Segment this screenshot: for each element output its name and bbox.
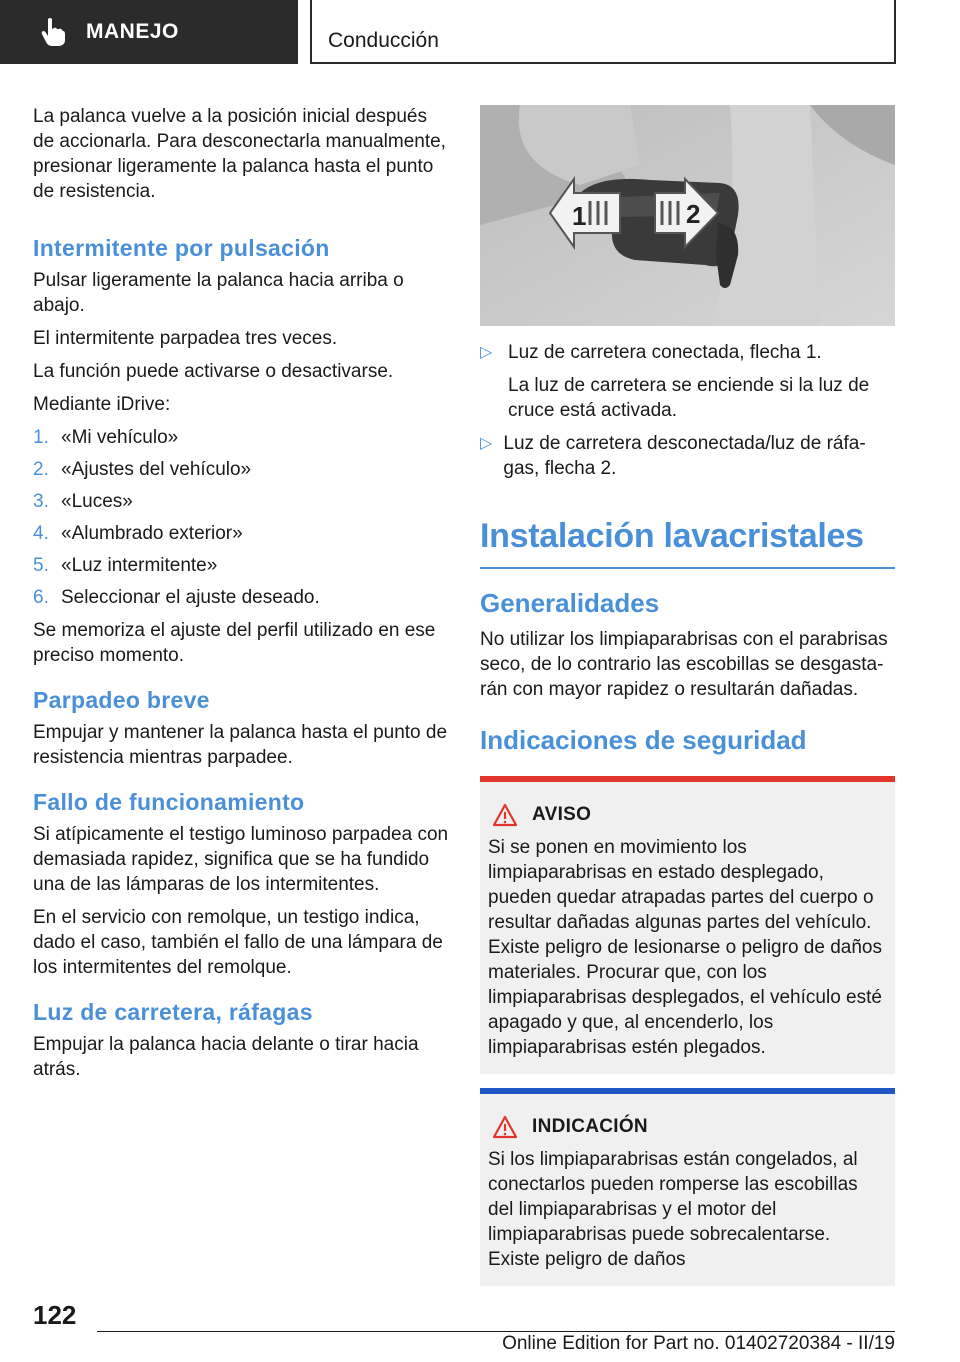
chapter-header: [310, 0, 896, 64]
paragraph: La función puede activarse o desactivarse.: [33, 361, 394, 382]
hand-pointer-icon: [40, 17, 66, 47]
paragraph: Se memoriza el ajuste del perfil utilizado en ese preciso momento.: [33, 620, 436, 666]
notice-text: Si los limpiaparabrisas están congelados, al conectarlos pueden romperse las escobillas del limpiaparabrisas y el motor del limpiaparabrisas puede sobrecalentarse. Existe peligro de daños: [488, 1149, 858, 1270]
warning-title: AVISO: [532, 804, 592, 825]
arrow-1-label: 1: [572, 201, 587, 231]
heading-instalacion-lavacristales: Instalación lavacristales: [480, 515, 895, 569]
footer-divider: [97, 1331, 895, 1332]
section-label: MANEJO: [86, 20, 179, 43]
paragraph: Pulsar ligeramente la palanca hacia arriba o abajo.: [33, 270, 404, 316]
section-tab: [0, 0, 298, 64]
right-column: [480, 340, 895, 1300]
list-item: 1. «Mi vehículo»: [33, 427, 179, 448]
heading-indicaciones-seguridad: Indicaciones de seguridad: [480, 725, 807, 755]
arrow-2-label: 2: [686, 199, 701, 229]
idrive-steps-list: [33, 425, 451, 610]
heading-fallo-funcionamiento: Fallo de funcionamiento: [33, 789, 305, 815]
paragraph: Si atípicamente el testigo luminoso parpadea con demasiada rapidez, significa que se ha fundido una de las lámparas de los intermitentes.: [33, 824, 449, 895]
intro-paragraph: La palanca vuelve a la posición inicial después de accionarla. Para desconectarla manualmente, presionar ligeramente la palanca hasta el punto de resistencia.: [33, 106, 446, 202]
notice-title: INDICACIÓN: [532, 1116, 648, 1137]
bullet-subtext: La luz de carretera se enciende si la luz de cruce está activada.: [508, 375, 870, 421]
warning-triangle-icon: [492, 803, 518, 827]
notice-triangle-icon: [492, 1115, 518, 1139]
list-item: 3. «Luces»: [33, 491, 133, 512]
warning-box: [480, 776, 895, 1074]
list-item: 2. «Ajustes del vehículo»: [33, 459, 252, 480]
heading-luz-carretera: Luz de carretera, ráfagas: [33, 999, 313, 1025]
heading-parpadeo-breve: Parpadeo breve: [33, 687, 210, 713]
list-item: 4. «Alumbrado exterior»: [33, 523, 243, 544]
page-number: 122: [33, 1300, 77, 1330]
paragraph: Empujar la palanca hacia delante o tirar hacia atrás.: [33, 1034, 419, 1080]
lever-illustration: [480, 105, 895, 326]
list-item: ▷ Luz de carretera conectada, flecha 1.: [480, 342, 822, 363]
heading-intermitente-pulsacion: Intermitente por pulsación: [33, 235, 330, 261]
paragraph: En el servicio con remolque, un testigo indica, dado el caso, también el fallo de una lámpara de los intermitentes del remolque.: [33, 907, 443, 978]
warning-text: Si se ponen en movimiento los limpiaparabrisas en estado desplegado, pueden quedar atrapadas partes del cuerpo o resultar dañadas algunas partes del vehículo. Existe peligro de lesionarse o peligro de daños materiales. Procurar que, con los limpiaparabrisas desplegados, el vehículo esté apagado y que, al encenderlo, los limpiaparabrisas estén plegados.: [488, 837, 882, 1058]
left-column: [33, 104, 451, 1090]
triangle-bullet-icon: ▷: [480, 344, 493, 361]
list-item: ▷ Luz de carretera desconectada/luz de ráfagas, flecha 2.: [480, 433, 866, 479]
chapter-title: Conducción: [328, 29, 439, 52]
bullet-list: [480, 340, 895, 481]
notice-box: [480, 1088, 895, 1286]
paragraph: El intermitente parpadea tres veces.: [33, 328, 338, 349]
edition-footer: Online Edition for Part no. 01402720384 - II/19: [502, 1333, 895, 1354]
paragraph: Mediante iDrive:: [33, 394, 171, 415]
paragraph: No utilizar los limpiaparabrisas con el parabrisas seco, de lo contrario las escobillas se desgastarán con mayor rapidez o resultarán dañadas.: [480, 629, 888, 700]
triangle-bullet-icon: ▷: [480, 435, 493, 452]
heading-generalidades: Generalidades: [480, 588, 660, 618]
paragraph: Empujar y mantener la palanca hasta el punto de resistencia mientras parpadee.: [33, 722, 448, 768]
lever-image: [480, 105, 895, 326]
list-item: 6. Seleccionar el ajuste deseado.: [33, 587, 320, 608]
list-item: 5. «Luz intermitente»: [33, 555, 218, 576]
